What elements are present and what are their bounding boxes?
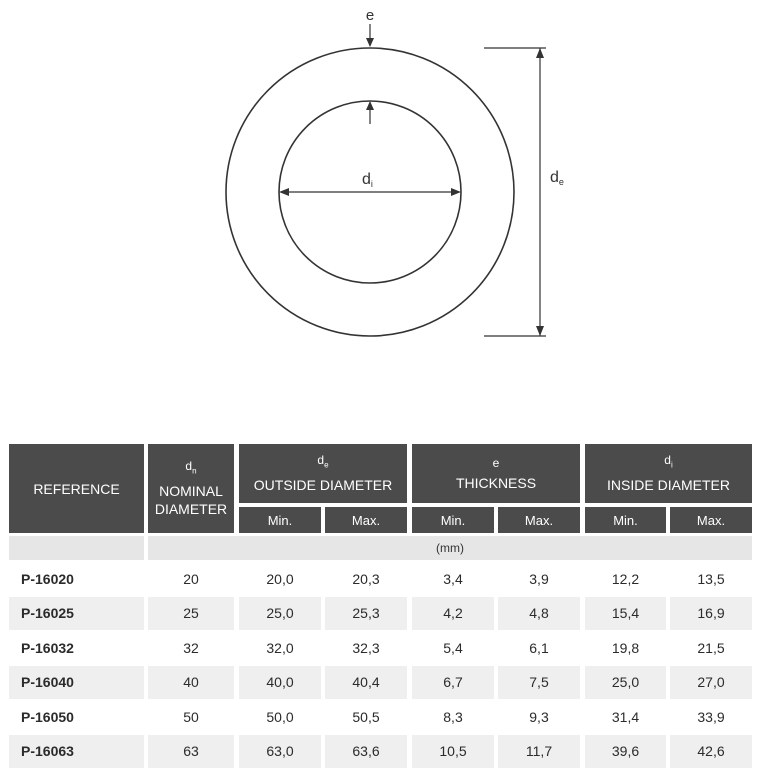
di-max-header: Max. [670,507,752,533]
reference-cell: P-16032 [21,639,74,656]
unit-label: (mm) [436,541,464,555]
table-cell-di-min: 19,8 [611,639,640,656]
header-reference [9,444,144,533]
inside-header-label: INSIDE DIAMETER [607,477,730,494]
table-cell-de-max: 63,6 [352,743,380,760]
thickness-header-label: THICKNESS [455,474,537,491]
unit-bar-left [9,536,144,560]
table-cell-de-max: 32,3 [352,639,380,656]
table-cell-de-min: 63,0 [266,743,294,760]
table-cell-e-max: 6,1 [529,639,549,656]
thickness-arrowhead-bottom [366,101,374,110]
table-cell-di-max: 13,5 [697,570,725,587]
table-cell-de-min: 25,0 [266,605,294,622]
outside-label: OUTSIDE DIAMETER [253,477,393,494]
table-cell-di-max: 21,5 [697,639,725,656]
table-cell-de-min: 32,0 [266,639,294,656]
table-cell-e-max: 7,5 [529,674,549,691]
table-cell-dn: 25 [183,605,199,622]
reference-cell: P-16040 [21,674,74,691]
table-cell-di-min: 39,6 [611,743,640,760]
table-cell-di-min: 25,0 [611,674,640,691]
table-cell-di-max: 42,6 [697,743,725,760]
thickness-arrowhead-top [366,38,374,47]
reference-cell: P-16050 [21,708,74,725]
outside-arrowhead-top [536,48,544,58]
table-cell-dn: 20 [183,570,199,587]
header-outside-diameter [239,444,407,503]
table-cell-dn: 50 [183,708,199,725]
table-cell-dn: 40 [183,674,199,691]
header-nominal [148,444,234,533]
table-cell-e-min: 10,5 [439,743,467,760]
table-cell-e-max: 4,8 [529,605,549,622]
outside-arrowhead-bottom [536,326,544,336]
header-reference-label: REFERENCE [33,480,120,497]
nominal-symbol: $d_n$ [185,458,197,476]
table-cell-de-max: 50,5 [352,708,380,725]
table-cell-di-min: 31,4 [611,708,640,725]
thickness-label: e [365,7,375,24]
inside-symbol: $d_i$ [664,452,673,470]
table-cell-e-max: 9,3 [529,708,549,725]
reference-cell: P-16020 [21,570,74,587]
table-cell-de-min: 50,0 [266,708,294,725]
inside-arrowhead-left [279,188,289,196]
reference-cell: P-16063 [21,743,74,760]
outside-diameter-label: de [550,169,564,187]
table-cell-de-max: 20,3 [352,570,380,587]
de-max-header: Max. [325,507,407,533]
reference-cell: P-16025 [21,605,74,622]
di-min-header: Min. [585,507,666,533]
unit-bar [148,536,752,560]
table-cell-de-min: 20,0 [266,570,294,587]
table-cell-de-max: 40,4 [352,674,380,691]
header-inside-diameter [585,444,752,503]
nominal-label-line1: NOMINAL [159,483,223,500]
table-cell-di-max: 16,9 [697,605,725,622]
table-cell-di-max: 27,0 [697,674,725,691]
thickness-symbol: e [492,455,500,470]
table-cell-di-max: 33,9 [697,708,725,725]
table-cell-dn: 32 [183,639,199,656]
table-cell-di-min: 15,4 [611,605,640,622]
table-cell-e-max: 11,7 [525,743,553,760]
table-cell-e-min: 4,2 [443,605,463,622]
table-cell-dn: 63 [183,743,199,760]
table-cell-de-min: 40,0 [266,674,294,691]
table-cell-e-min: 8,3 [443,708,463,725]
e-min-header: Min. [412,507,494,533]
table-cell-e-min: 5,4 [443,639,463,656]
inside-arrowhead-right [451,188,461,196]
table-cell-e-min: 3,4 [443,570,463,587]
table-cell-di-min: 12,2 [611,570,640,587]
header-thickness [412,444,580,503]
e-max-header: Max. [498,507,580,533]
de-min-header: Min. [239,507,321,533]
nominal-label-line2: DIAMETER [154,501,228,518]
outside-symbol: $d_e$ [317,452,329,470]
inside-diameter-label: di [362,171,373,189]
table-cell-e-min: 6,7 [443,674,463,691]
table-cell-e-max: 3,9 [529,570,549,587]
table-cell-de-max: 25,3 [352,605,380,622]
